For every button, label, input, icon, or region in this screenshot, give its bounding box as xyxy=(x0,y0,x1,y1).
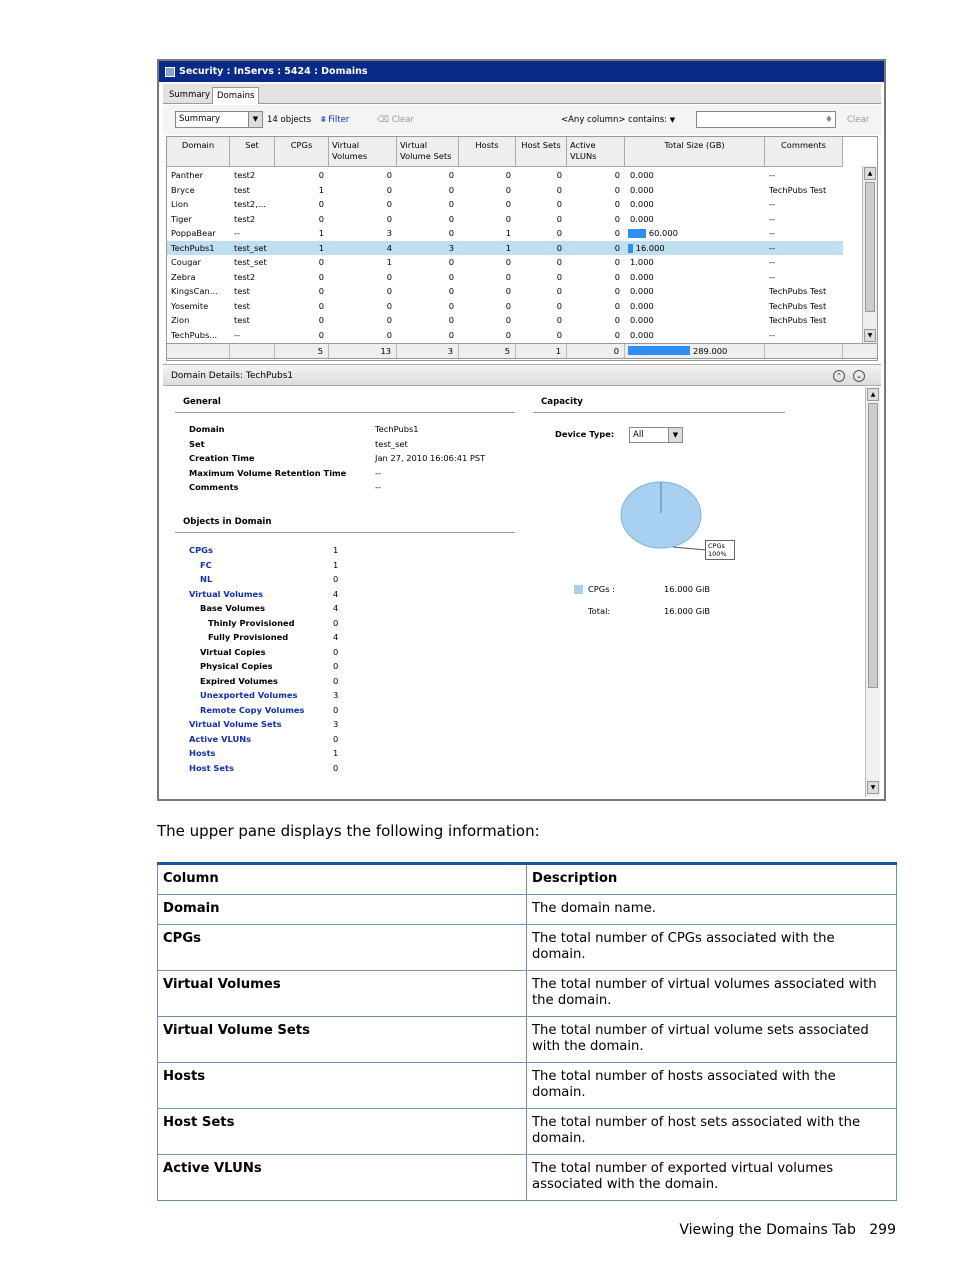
table-cell: 0 xyxy=(386,329,392,340)
table-cell: 0 xyxy=(556,257,562,267)
table-cell: Zebra xyxy=(171,271,196,282)
table-cell: 0 xyxy=(448,228,454,238)
object-value: 0 xyxy=(333,762,339,773)
object-value: 4 xyxy=(333,632,339,642)
table-cell xyxy=(625,255,765,270)
legend-value: 16.000 GiB xyxy=(664,606,711,616)
object-label: Physical Copies xyxy=(200,661,273,671)
table-cell: 1 xyxy=(318,242,324,253)
table-cell: 0 xyxy=(505,170,511,180)
column-description: The total number of exported virtual volumes associated with the domain. xyxy=(527,1155,897,1201)
table-cell: -- xyxy=(769,199,775,209)
table-cell: 0 xyxy=(505,184,511,195)
capacity-pie-chart xyxy=(603,467,763,577)
object-label: Expired Volumes xyxy=(200,675,278,686)
table-cell: 0 xyxy=(505,286,511,296)
table-cell: 0 xyxy=(556,199,562,209)
size-value: 0.000 xyxy=(630,213,654,224)
table-cell xyxy=(625,197,765,212)
object-label[interactable]: Active VLUNs xyxy=(189,733,252,744)
table-row[interactable] xyxy=(167,168,843,183)
object-label: Thinly Provisioned xyxy=(208,617,295,628)
table-cell: 0 xyxy=(386,286,392,296)
table-cell: 0 xyxy=(505,271,511,282)
column-description: The total number of virtual volume sets associated with the domain. xyxy=(527,1017,897,1063)
table-row[interactable] xyxy=(167,226,843,241)
column-header[interactable]: Virtual Volume Sets xyxy=(397,137,459,167)
table-cell: -- xyxy=(769,271,775,282)
tab-domains[interactable]: Domains xyxy=(212,87,259,104)
object-value: 1 xyxy=(333,545,339,555)
table-cell: 0 xyxy=(318,329,324,340)
page-footer xyxy=(679,1222,896,1238)
search-clear-button[interactable]: Clear xyxy=(847,115,870,125)
legend-swatch xyxy=(574,585,583,594)
size-value: 0.000 xyxy=(630,170,654,180)
table-cell: TechPubs Test xyxy=(769,300,827,311)
clear-search-icon[interactable]: ♦ xyxy=(824,115,833,125)
table-cell: 0 xyxy=(318,199,324,209)
object-label[interactable]: FC xyxy=(200,559,212,570)
total-cell: 1 xyxy=(516,344,567,358)
device-type-select[interactable] xyxy=(629,427,683,443)
table-cell: -- xyxy=(769,242,775,253)
table-cell: 0 xyxy=(556,184,562,195)
tab-strip xyxy=(163,84,881,104)
object-label: Virtual Copies xyxy=(200,646,266,657)
size-value: 0.000 xyxy=(630,329,654,340)
column-description: The domain name. xyxy=(527,895,897,925)
clear-filter-icon: ⌫ xyxy=(377,115,390,125)
object-label[interactable]: Remote Copy Volumes xyxy=(200,704,305,715)
table-cell: 0 xyxy=(448,213,454,224)
table-cell: 0 xyxy=(448,300,454,311)
table-cell: -- xyxy=(769,213,775,224)
capacity-divider xyxy=(533,412,785,413)
table-cell: 0 xyxy=(556,271,562,282)
pie-callout-label: CPGs xyxy=(708,542,725,550)
general-label: Maximum Volume Retention Time xyxy=(189,467,347,478)
column-header[interactable]: Host Sets xyxy=(516,137,567,167)
table-cell: -- xyxy=(234,228,240,238)
object-label: Base Volumes xyxy=(200,603,266,613)
column-name: Domain xyxy=(158,895,527,925)
general-label: Set xyxy=(189,438,205,449)
table-row xyxy=(158,1017,897,1063)
object-value: 0 xyxy=(333,704,339,715)
table-cell: TechPubs... xyxy=(171,329,218,340)
column-select-label: <Any column> contains: xyxy=(561,115,668,125)
table-cell: 0 xyxy=(614,300,620,311)
search-input[interactable] xyxy=(696,111,836,128)
view-select-value: Summary xyxy=(179,114,221,124)
column-header[interactable]: Virtual Volumes xyxy=(329,137,397,167)
table-cell: test xyxy=(234,286,250,296)
table-cell: 0 xyxy=(614,228,620,238)
table-cell: -- xyxy=(769,170,775,180)
device-type-value: All xyxy=(633,430,644,440)
table-cell: 0 xyxy=(556,300,562,311)
table-cell: test xyxy=(234,300,250,311)
size-value: 1.000 xyxy=(630,257,654,267)
total-cell xyxy=(625,344,765,358)
size-value: 0.000 xyxy=(630,286,654,296)
general-value: Jan 27, 2010 16:06:41 PST xyxy=(375,453,486,463)
column-name: CPGs xyxy=(158,925,527,971)
table-cell: 4 xyxy=(386,242,392,253)
total-cell xyxy=(230,344,275,358)
table-cell: test_set xyxy=(234,257,267,267)
object-label[interactable]: Hosts xyxy=(189,748,216,758)
column-description: The total number of host sets associated with the domain. xyxy=(527,1109,897,1155)
table-cell: 0 xyxy=(505,257,511,267)
lock-icon xyxy=(165,67,175,77)
total-size-bar xyxy=(628,346,690,355)
tab-summary[interactable]: Summary xyxy=(169,90,211,100)
scroll-up-icon[interactable]: ▲ xyxy=(867,388,879,401)
table-cell: 0 xyxy=(556,170,562,180)
table-cell: test2 xyxy=(234,213,256,224)
column-name: Active VLUNs xyxy=(158,1155,527,1201)
table-cell: 1 xyxy=(505,242,511,253)
total-size-value: 289.000 xyxy=(693,346,728,356)
table-row xyxy=(158,1063,897,1109)
vertical-scrollbar[interactable] xyxy=(862,166,877,344)
table-cell: 0 xyxy=(556,286,562,296)
table-cell: 1 xyxy=(318,184,324,195)
size-value: 0.000 xyxy=(630,300,654,311)
table-cell: 0 xyxy=(386,170,392,180)
general-value: test_set xyxy=(375,438,408,449)
object-label[interactable]: Host Sets xyxy=(189,762,234,773)
chevron-down-icon: ▼ xyxy=(248,112,262,127)
table-row[interactable] xyxy=(167,197,843,212)
table-row[interactable] xyxy=(167,255,843,270)
object-label[interactable]: Unexported Volumes xyxy=(200,690,298,700)
object-value: 1 xyxy=(333,559,339,570)
object-value: 1 xyxy=(333,748,339,758)
capacity-heading: Capacity xyxy=(541,397,583,407)
intro-text: The upper pane displays the following information: xyxy=(157,822,540,840)
filter-button[interactable] xyxy=(321,113,349,127)
legend-value: 16.000 GiB xyxy=(664,584,711,594)
legend-label: CPGs : xyxy=(588,584,615,594)
general-value: TechPubs1 xyxy=(375,424,419,434)
table-header-cell: Column xyxy=(158,864,527,895)
chevron-down-icon: ▼ xyxy=(668,428,682,442)
object-value: 0 xyxy=(333,675,339,686)
legend-label: Total: xyxy=(588,606,611,616)
table-cell: test_set xyxy=(234,242,267,253)
size-value: 0.000 xyxy=(630,315,654,325)
table-row[interactable] xyxy=(167,241,843,256)
general-value: -- xyxy=(375,467,381,478)
table-cell: Lion xyxy=(171,199,189,209)
object-value: 0 xyxy=(333,574,339,584)
table-cell: 0 xyxy=(505,213,511,224)
size-value: 0.000 xyxy=(630,199,654,209)
object-label[interactable]: CPGs xyxy=(189,545,213,555)
table-cell: test2 xyxy=(234,271,256,282)
table-cell: 0 xyxy=(448,170,454,180)
object-value: 0 xyxy=(333,617,339,628)
table-cell: 0 xyxy=(556,329,562,340)
table-cell: 0 xyxy=(505,199,511,209)
table-cell: Cougar xyxy=(171,257,201,267)
table-cell: 0 xyxy=(386,199,392,209)
table-cell: 0 xyxy=(556,242,562,253)
table-row xyxy=(158,925,897,971)
table-cell: 3 xyxy=(448,242,454,253)
total-cell: 5 xyxy=(275,344,329,358)
toolbar xyxy=(163,105,881,135)
column-header[interactable]: Comments xyxy=(765,137,843,167)
table-cell: 0 xyxy=(448,257,454,267)
table-cell: 0 xyxy=(318,271,324,282)
table-cell: 0 xyxy=(556,213,562,224)
object-value: 0 xyxy=(333,661,339,671)
window-title: Security : InServs : 5424 : Domains xyxy=(179,66,368,77)
object-label[interactable]: Virtual Volume Sets xyxy=(189,719,282,729)
general-value: -- xyxy=(375,482,381,492)
total-cell: 0 xyxy=(567,344,625,358)
totals-row xyxy=(166,343,878,359)
column-description: The total number of hosts associated with the domain. xyxy=(527,1063,897,1109)
column-description: The total number of virtual volumes associated with the domain. xyxy=(527,971,897,1017)
table-cell xyxy=(625,212,765,227)
column-name: Virtual Volumes xyxy=(158,971,527,1017)
chevron-down-icon: ▼ xyxy=(669,116,676,124)
clear-filter-button[interactable] xyxy=(377,113,414,127)
object-value: 0 xyxy=(333,646,339,657)
column-description-body xyxy=(158,864,897,1201)
table-cell: 0 xyxy=(614,286,620,296)
size-bar xyxy=(628,229,646,238)
column-header[interactable]: Hosts xyxy=(459,137,516,167)
table-cell: 0 xyxy=(386,271,392,282)
table-cell: test2,... xyxy=(234,199,266,209)
collapse-down-icon[interactable]: ⌄ xyxy=(853,370,865,382)
details-pane xyxy=(163,387,865,797)
table-cell: 0 xyxy=(318,257,324,267)
object-value: 4 xyxy=(333,588,339,599)
table-cell: Yosemite xyxy=(171,300,209,311)
collapse-up-icon[interactable]: ⌃ xyxy=(833,370,845,382)
table-cell: KingsCan... xyxy=(171,286,218,296)
table-row xyxy=(158,895,897,925)
scroll-down-icon[interactable]: ▼ xyxy=(864,329,876,342)
object-count: 14 objects xyxy=(267,115,312,125)
table-cell: test2 xyxy=(234,170,256,180)
screenshot-frame xyxy=(157,59,886,801)
filter-label: Filter xyxy=(328,115,350,125)
table-header-row xyxy=(158,864,897,895)
table-cell xyxy=(625,270,765,285)
table-cell: PoppaBear xyxy=(171,228,216,238)
size-value: 0.000 xyxy=(630,184,654,195)
total-cell: 3 xyxy=(397,344,459,358)
table-cell: TechPubs Test xyxy=(769,286,827,296)
clear-filter-label: Clear xyxy=(391,115,414,125)
table-cell: 1 xyxy=(318,228,324,238)
pie-callout xyxy=(705,540,735,560)
table-row[interactable] xyxy=(167,284,843,299)
objects-heading: Objects in Domain xyxy=(183,517,272,527)
total-cell: 5 xyxy=(459,344,516,358)
column-header[interactable]: Active VLUNs xyxy=(567,137,625,167)
domains-table xyxy=(166,136,878,361)
scroll-thumb[interactable] xyxy=(865,182,875,312)
general-heading: General xyxy=(183,397,221,407)
table-cell: 0 xyxy=(614,329,620,340)
object-label[interactable]: NL xyxy=(200,574,213,584)
table-cell: 0 xyxy=(318,286,324,296)
table-cell xyxy=(625,299,765,314)
table-row[interactable] xyxy=(167,270,843,285)
table-cell: 0 xyxy=(614,242,620,253)
general-label: Domain xyxy=(189,424,225,434)
table-row xyxy=(158,1155,897,1201)
table-cell: 0 xyxy=(556,315,562,325)
object-label[interactable]: Virtual Volumes xyxy=(189,588,264,599)
table-cell xyxy=(625,328,765,343)
table-cell xyxy=(625,226,765,241)
table-cell: 0 xyxy=(318,170,324,180)
general-label: Creation Time xyxy=(189,453,255,463)
table-cell: 0 xyxy=(448,199,454,209)
details-title: Domain Details: TechPubs1 xyxy=(171,371,294,381)
table-cell: 0 xyxy=(448,286,454,296)
general-divider xyxy=(175,412,515,413)
table-row xyxy=(158,971,897,1017)
table-cell: -- xyxy=(769,257,775,267)
size-value: 0.000 xyxy=(630,271,654,282)
table-cell: 0 xyxy=(448,329,454,340)
table-cell: Bryce xyxy=(171,184,195,195)
details-header xyxy=(163,364,881,386)
pie-callout-percent: 100% xyxy=(708,550,727,558)
column-name: Hosts xyxy=(158,1063,527,1109)
column-header[interactable]: Set xyxy=(230,137,275,167)
table-cell xyxy=(625,241,765,256)
column-description-table xyxy=(157,862,897,1201)
table-cell: 0 xyxy=(556,228,562,238)
table-cell: Zion xyxy=(171,315,190,325)
objects-divider xyxy=(175,532,515,533)
column-header[interactable]: Domain xyxy=(167,137,230,167)
table-cell: 3 xyxy=(386,228,392,238)
table-cell: TechPubs1 xyxy=(171,242,215,253)
table-cell: 0 xyxy=(448,271,454,282)
table-cell: TechPubs Test xyxy=(769,315,827,325)
table-cell: 0 xyxy=(386,184,392,195)
object-value: 3 xyxy=(333,690,339,700)
table-cell: 0 xyxy=(614,170,620,180)
table-row[interactable] xyxy=(167,313,843,328)
table-cell: 0 xyxy=(614,315,620,325)
page-number: 299 xyxy=(869,1222,896,1238)
scroll-down-icon[interactable]: ▼ xyxy=(867,781,879,794)
size-value: 16.000 xyxy=(635,242,665,253)
table-cell: 0 xyxy=(505,315,511,325)
column-header[interactable]: CPGs xyxy=(275,137,329,167)
column-name: Host Sets xyxy=(158,1109,527,1155)
general-label: Comments xyxy=(189,482,239,492)
table-cell xyxy=(625,183,765,198)
column-name: Virtual Volume Sets xyxy=(158,1017,527,1063)
window-titlebar xyxy=(159,61,884,82)
table-cell xyxy=(625,284,765,299)
total-cell xyxy=(167,344,230,358)
table-cell: -- xyxy=(769,329,775,340)
table-cell: 1 xyxy=(386,257,392,267)
table-cell: 0 xyxy=(614,199,620,209)
table-row xyxy=(158,1109,897,1155)
object-value: 4 xyxy=(333,603,339,613)
table-cell: 0 xyxy=(386,300,392,311)
device-type-label: Device Type: xyxy=(555,429,615,439)
table-header-cell: Description xyxy=(527,864,897,895)
total-cell: 13 xyxy=(329,344,397,358)
object-value: 0 xyxy=(333,733,339,744)
table-row[interactable] xyxy=(167,212,843,227)
size-bar xyxy=(628,244,633,253)
table-cell: -- xyxy=(769,228,775,238)
size-value: 60.000 xyxy=(648,228,678,238)
table-cell: 0 xyxy=(505,329,511,340)
table-row[interactable] xyxy=(167,328,843,343)
table-cell: 1 xyxy=(505,228,511,238)
table-cell: 0 xyxy=(386,213,392,224)
table-cell: 0 xyxy=(614,184,620,195)
table-cell: 0 xyxy=(614,257,620,267)
table-row[interactable] xyxy=(167,183,843,198)
total-cell xyxy=(765,344,843,358)
table-cell: 0 xyxy=(448,184,454,195)
object-value: 3 xyxy=(333,719,339,729)
table-cell: 0 xyxy=(614,213,620,224)
table-cell: test xyxy=(234,184,250,195)
table-cell: 0 xyxy=(505,300,511,311)
footer-title: Viewing the Domains Tab xyxy=(679,1222,856,1238)
table-cell: 0 xyxy=(318,315,324,325)
table-cell: 0 xyxy=(448,315,454,325)
column-header[interactable]: Total Size (GB) xyxy=(625,137,765,167)
column-select[interactable] xyxy=(561,113,675,127)
table-cell xyxy=(625,168,765,183)
table-cell: 0 xyxy=(318,213,324,224)
table-cell xyxy=(625,313,765,328)
filter-icon: ⩩ xyxy=(321,115,326,125)
table-cell: 0 xyxy=(614,271,620,282)
table-cell: Tiger xyxy=(171,213,192,224)
table-cell: 0 xyxy=(318,300,324,311)
details-scrollbar[interactable] xyxy=(865,387,880,797)
scroll-thumb[interactable] xyxy=(868,403,878,688)
view-select[interactable] xyxy=(175,111,263,128)
table-cell: TechPubs Test xyxy=(769,184,827,195)
table-row[interactable] xyxy=(167,299,843,314)
table-cell: Panther xyxy=(171,170,204,180)
table-cell: -- xyxy=(234,329,240,340)
table-cell: test xyxy=(234,315,250,325)
table-cell: 0 xyxy=(386,315,392,325)
column-description: The total number of CPGs associated with the domain. xyxy=(527,925,897,971)
scroll-up-icon[interactable]: ▲ xyxy=(864,167,876,180)
object-label: Fully Provisioned xyxy=(208,632,289,642)
